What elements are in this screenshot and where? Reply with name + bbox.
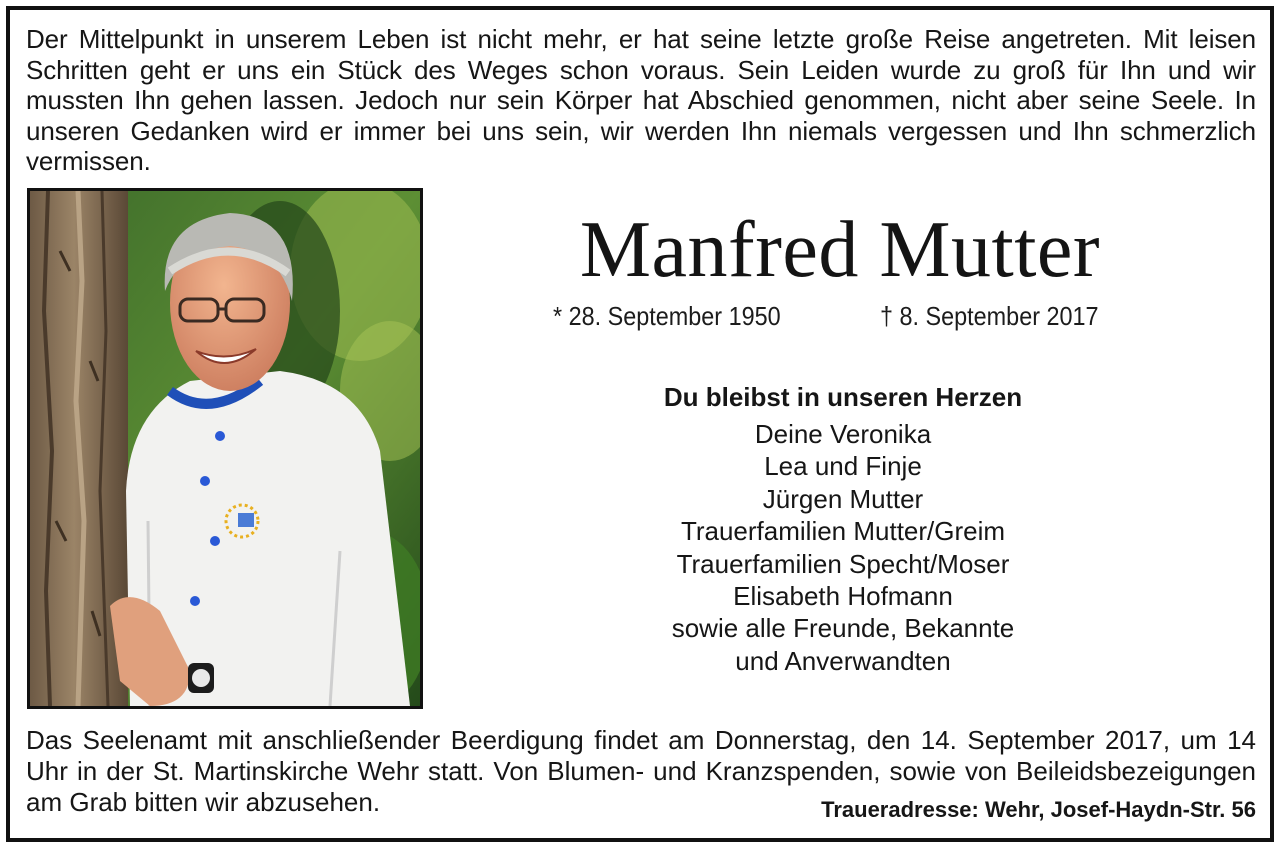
mourner-line: Lea und Finje [764, 451, 922, 482]
mourner-line: sowie alle Freunde, Bekannte [671, 613, 1015, 644]
mourner-line: Trauerfamilien Specht/Moser [676, 548, 1010, 579]
death-date: † 8. September 2017 [880, 301, 1099, 331]
mourners-block [560, 381, 1126, 677]
service-notice: Das Seelenamt mit anschließender Beerdigung findet am Donnerstag, den 14. September 2017, um 14 Uhr in der St. Martinskirche Wehr statt. Von Blumen- und Kranzspenden, sowie von Beileidsbezeigungen am Grab bitten wir abzusehen. [26, 725, 1256, 817]
portrait-photo [27, 188, 423, 709]
mourner-line: Deine Veronika [754, 419, 932, 449]
mourner-line: Jürgen Mutter [762, 483, 924, 514]
mourner-line: Elisabeth Hofmann [733, 581, 953, 612]
intro-text: Der Mittelpunkt in unserem Leben ist nicht mehr, er hat seine letzte große Reise angetreten. Mit leisen Schritten geht er uns ein Stück des Weges schon voraus. Sein Leiden wurde zu groß für Ihn und wir mussten Ihn gehen lassen. Jedoch nur sein Körper hat Abschied genommen, nicht aber seine Seele. In unseren Gedanken wird er immer bei uns sein, wir werden Ihn niemals vergessen und Ihn schmerzlich vermissen. [26, 24, 1256, 176]
mourner-line: Trauerfamilien Mutter/Greim [680, 516, 1006, 547]
portrait-illustration [30, 191, 420, 706]
birth-date: * 28. September 1950 [553, 301, 781, 331]
mourning-address: Traueradresse: Wehr, Josef-Haydn-Str. 56 [821, 797, 1256, 822]
deceased-name: Manfred Mutter [579, 206, 1101, 294]
tagline: Du bleibst in unseren Herzen [663, 382, 1023, 412]
mourner-line: und Anverwandten [735, 645, 951, 676]
